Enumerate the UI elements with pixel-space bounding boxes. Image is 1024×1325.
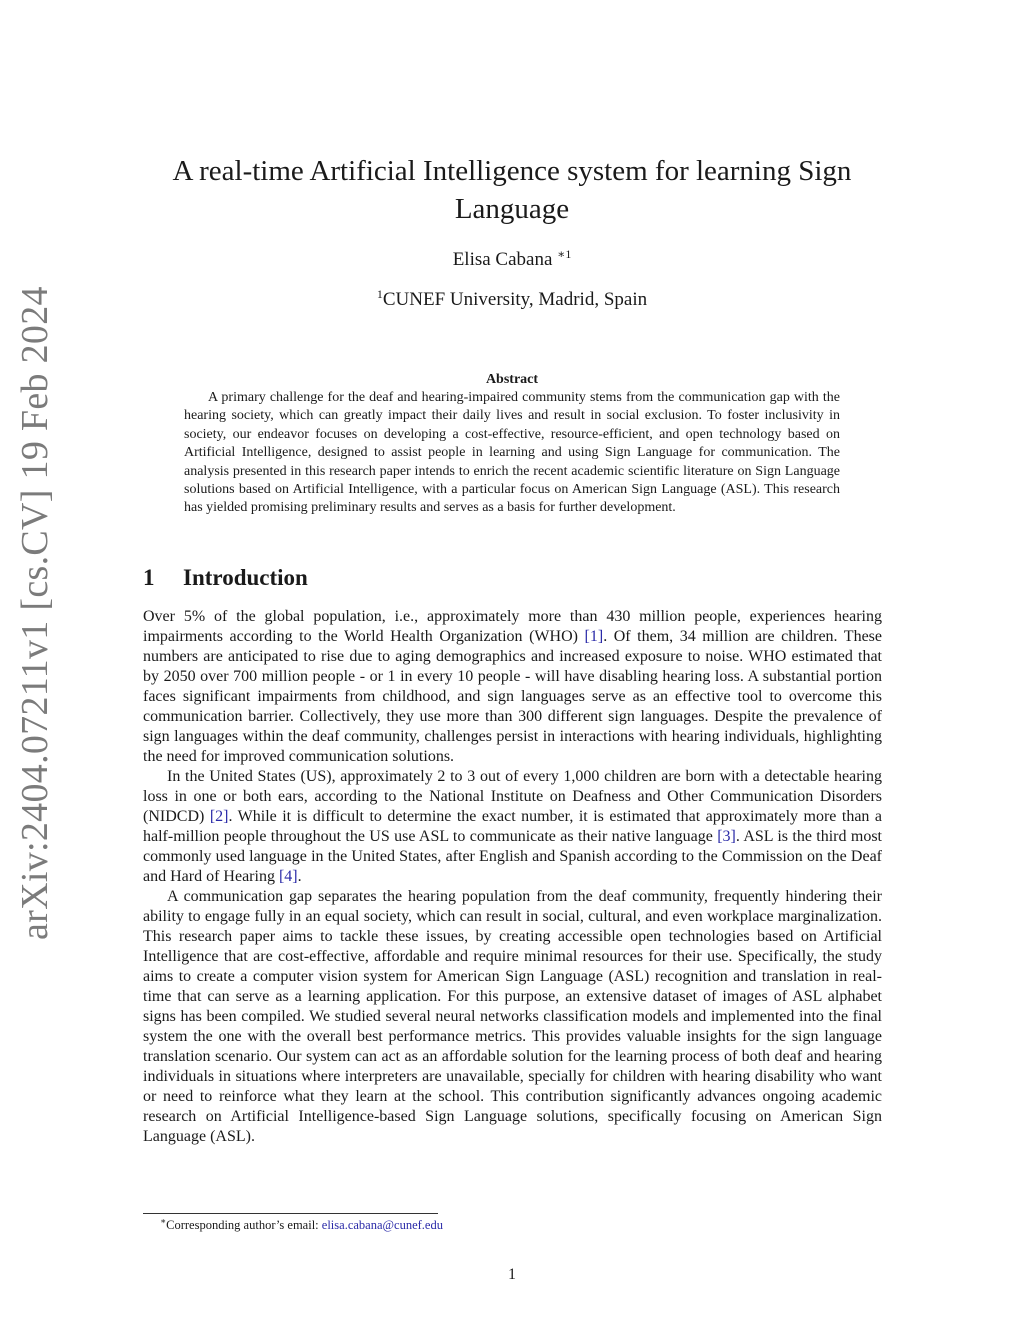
footnote (160, 1217, 860, 1234)
arxiv-identifier-stamp: arXiv:2404.07211v1 [cs.CV] 19 Feb 2024 (14, 286, 56, 940)
paragraph-2 (143, 767, 882, 887)
author-name: Elisa Cabana (452, 249, 553, 270)
citation-4-link[interactable]: [4] (278, 868, 298, 885)
author-email-link[interactable]: elisa.cabana@cunef.edu (321, 1218, 443, 1232)
citation-2-link[interactable]: [2] (209, 808, 229, 825)
footnote-text: Corresponding author’s email: (166, 1218, 322, 1232)
paragraph-2-text-a: In the United States (US), approximately 2 to 3 out of every 1,000 children are born with a detectable hearing loss in one or both ears, according to the National Institute on Deafness and Other Communication Disorders (NIDCD) (143, 768, 882, 825)
paragraph-2-text-c: . ASL is the third most commonly used language in the United States, after English and Spanish according to the Commission on the Deaf and Hard of Hearing (143, 828, 882, 885)
citation-3-link[interactable]: [3] (717, 828, 736, 845)
introduction-body (143, 607, 882, 1147)
page-number: 1 (508, 1266, 516, 1283)
paragraph-1 (143, 607, 882, 767)
abstract-heading: Abstract (485, 372, 539, 387)
paragraph-2-text-d: . (297, 868, 302, 885)
affiliation-text: CUNEF University, Madrid, Spain (382, 289, 648, 310)
affiliation-line (143, 286, 881, 314)
paragraph-1-text-a: Over 5% of the global population, i.e., approximately more than 430 million people, experiences hearing impairments according to the World Health Organization (WHO) (143, 608, 882, 645)
paper-title: A real-time Artificial Intelligence system for learning Sign Language (172, 155, 852, 225)
abstract-text: A primary challenge for the deaf and hearing-impaired community stems from the communication gap with the hearing society, which can greatly impact their daily lives and result in social exclusion. To foster inclusivity in society, our endeavor focuses on developing a cost-effective, resource-efficient, and open technology based on Artificial Intelligence, designed to assist people in learning and using Sign Language for communication. The analysis presented in this research paper intends to enrich the recent academic scientific literature on Sign Language solutions based on Artificial Intelligence, with a particular focus on American Sign Language (ASL). This research has yielded promising preliminary results and serves as a basis for further development. (184, 390, 840, 516)
paragraph-2-text-b: . While it is difficult to determine the exact number, it is estimated that approximately more than a half-million people throughout the US use ASL to communicate as their native language (143, 808, 882, 845)
footnote-mark: ∗ (160, 1216, 167, 1226)
footnote-divider (143, 1213, 438, 1214)
author-line (143, 246, 881, 274)
affiliation-mark: 1 (376, 287, 383, 301)
section-number: 1 (143, 565, 155, 590)
citation-1-link[interactable]: [1] (584, 628, 604, 645)
section-heading-introduction (143, 563, 881, 593)
paragraph-1-text-b: . Of them, 34 million are children. These numbers are anticipated to rise due to aging demographics and increased exposure to noise. WHO estimated that by 2050 over 700 million people - or 1 in every 10 people - will have disabling hearing loss. A substantial portion faces significant impairments from childhood, and sign languages serve as an effective tool to overcome this communication barrier. Collectively, they use more than 300 different sign languages. Despite the prevalence of sign languages within the deaf community, challenges persist in interactions with hearing individuals, highlighting the need for improved communication solutions. (143, 628, 883, 765)
section-title: Introduction (183, 565, 308, 590)
author-marks: ∗1 (557, 247, 572, 261)
paragraph-3: A communication gap separates the hearing population from the deaf community, frequently hindering their ability to engage fully in an equal society, which can result in social, cultural, and even workplace marginalization. This research paper aims to tackle these issues, by creating accessible open technologies based on Artificial Intelligence that are cost-effective, affordable and require minimal resources for their use. Specifically, the study aims to create a computer vision system for American Sign Language (ASL) recognition and translation in real-time that can serve as a learning application. For this purpose, an extensive dataset of images of ASL alphabet signs has been compiled. We studied several neural networks classification models and implemented into the final system the one with the overall best performance metrics. This provides valuable insights for the sign language translation scenario. Our system can act as an affordable solution for the learning process of both deaf and hearing individuals in situations where interpreters are unavailable, specially for children with hearing disability who want or need to reinforce what they learn at the school. This contribution significantly advances ongoing academic research on Artificial Intelligence-based Sign Language solutions, specifically focusing on American Sign Language (ASL). (143, 888, 882, 1145)
